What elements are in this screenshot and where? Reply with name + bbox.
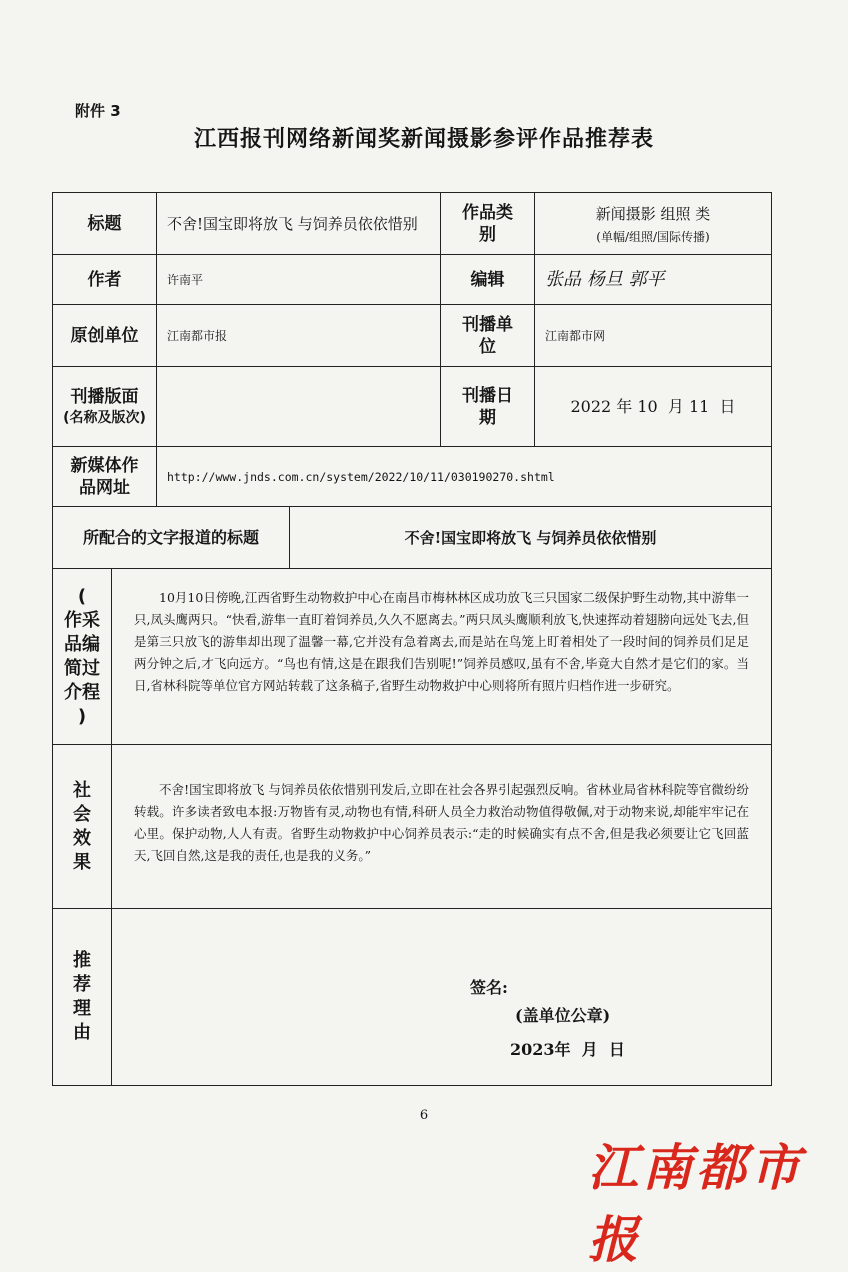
attachment-label: 附件 3 bbox=[75, 102, 121, 120]
category-label: 作品类别 bbox=[440, 192, 535, 255]
layout-value bbox=[156, 366, 441, 447]
document-title: 江西报刊网络新闻奖新闻摄影参评作品推荐表 bbox=[193, 126, 654, 152]
report-title-value: 不舍!国宝即将放飞 与饲养员依依惜别 bbox=[289, 506, 772, 569]
unit-label: 原创单位 bbox=[52, 304, 157, 367]
process-label: ( 作采 品编 简过 介程 ) bbox=[52, 568, 112, 745]
editor-label: 编辑 bbox=[440, 254, 535, 305]
process-text: 10月10日傍晚,江西省野生动物救护中心在南昌市梅林林区成功放飞三只国家二级保护野生动物,其中游隼一只,凤头鹰两只。“快看,游隼一直盯着饲养员,久久不愿离去。”两只凤头鹰顺利放飞,快速挥动着翅膀向远处飞去,但是第三只放飞的游隼却出现了温馨一幕,它并没有急着离去,而是站在鸟笼上盯着相处了一段时间的饲养员们足足两分钟之后,才飞向远方。“鸟也有情,这是在跟我们告别呢!”饲养员感叹,虽有不舍,毕竟大自然才是它们的家。当日,省林科院等单位官方网站转载了这条稿子,省野生动物救护中心则将所有照片归档作进一步研究。 bbox=[111, 568, 772, 745]
title-value: 不舍!国宝即将放飞 与饲养员依依惜别 bbox=[156, 192, 441, 255]
signature-label: 签名: bbox=[470, 978, 508, 997]
title-label: 标题 bbox=[52, 192, 157, 255]
url-value: http://www.jnds.com.cn/system/2022/10/11/030190270.shtml bbox=[156, 446, 772, 507]
pub-date-label: 刊播日期 bbox=[440, 366, 535, 447]
report-title-label: 所配合的文字报道的标题 bbox=[52, 506, 290, 569]
category-value: 新闻摄影 组照 类 bbox=[595, 204, 711, 223]
url-label: 新媒体作品网址 bbox=[52, 446, 157, 507]
author-value: 许南平 bbox=[156, 254, 441, 305]
effect-text: 不舍!国宝即将放飞 与饲养员依依惜别刊发后,立即在社会各界引起强烈反响。省林业局省林科院等官微纷纷转载。许多读者致电本报:万物皆有灵,动物也有情,科研人员全力救治动物值得敬佩,对于动物来说,却能牢牢记在心里。保护动物,人人有责。省野生动物救护中心饲养员表示:“走的时候确实有点不舍,但是我必须要让它飞回蓝天,飞回自然,这是我的责任,也是我的义务。” bbox=[111, 744, 772, 909]
reason-cell bbox=[111, 908, 772, 1086]
pub-unit-label: 刊播单位 bbox=[440, 304, 535, 367]
sign-date: 2023年 月 日 bbox=[510, 1040, 625, 1059]
layout-label: 刊播版面 (名称及版次) bbox=[52, 366, 157, 447]
stamp-label: (盖单位公章) bbox=[515, 1006, 611, 1025]
newspaper-logo: 江南都市报 bbox=[588, 1138, 804, 1269]
pub-date-value: 2022 年 10 月 11 日 bbox=[534, 366, 772, 447]
effect-label: 社 会 效 果 bbox=[52, 744, 112, 909]
category-value-cell bbox=[534, 192, 772, 255]
page-number: 6 bbox=[419, 1108, 429, 1123]
unit-value: 江南都市报 bbox=[156, 304, 441, 367]
author-label: 作者 bbox=[52, 254, 157, 305]
editor-signature: 张品 杨旦 郭平 bbox=[534, 254, 772, 305]
reason-label: 推 荐 理 由 bbox=[52, 908, 112, 1086]
category-note: (单幅/组照/国际传播) bbox=[596, 229, 710, 244]
pub-unit-value: 江南都市网 bbox=[534, 304, 772, 367]
